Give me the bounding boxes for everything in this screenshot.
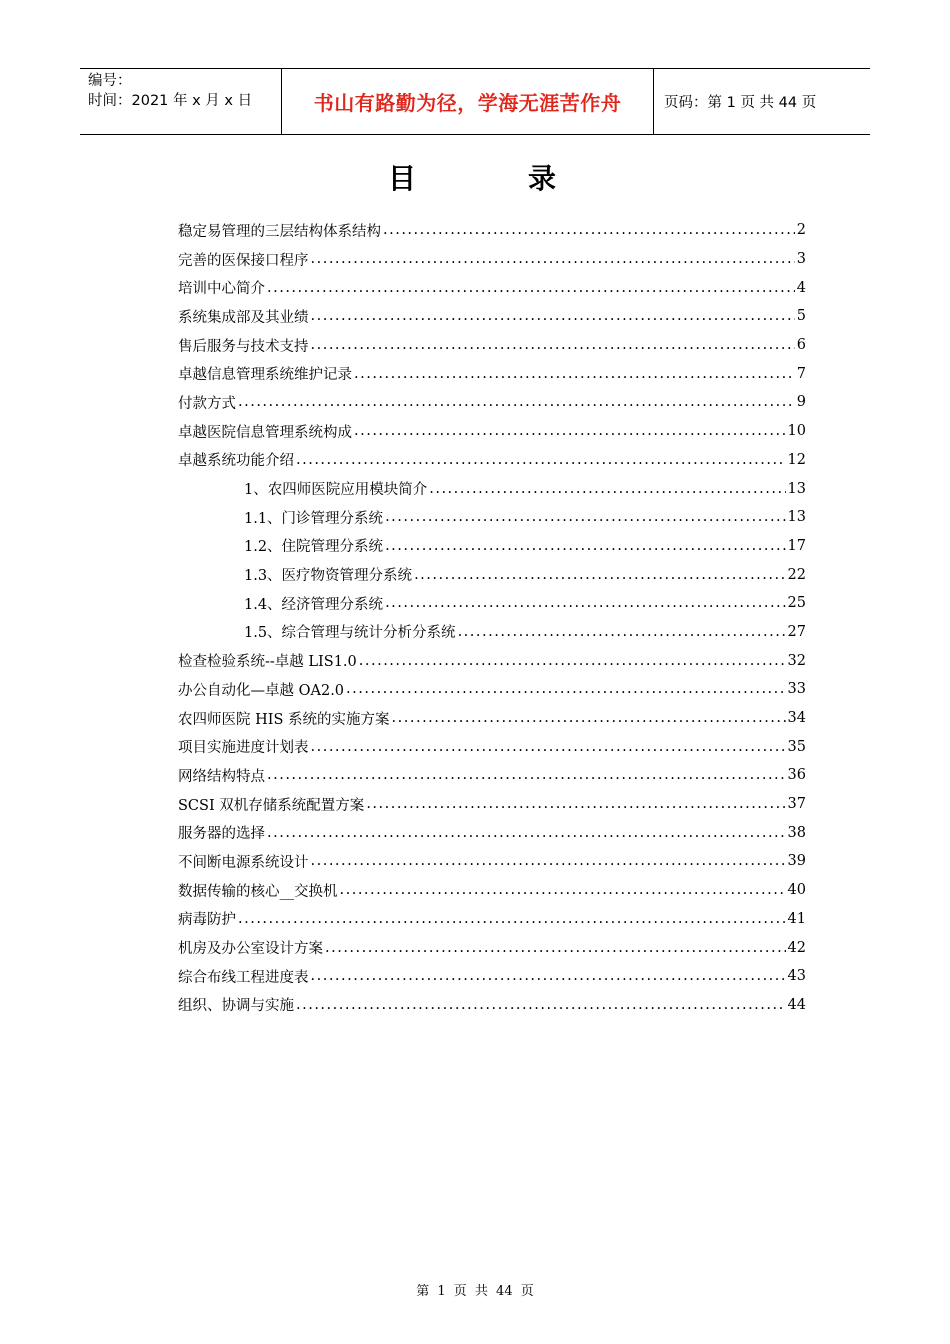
toc-entry-title: 1.2、住院管理分系统: [244, 539, 384, 556]
toc-entry-page-number: 13: [787, 509, 806, 526]
toc-entry[interactable]: [178, 503, 806, 532]
toc-title-char-2: 录: [528, 162, 557, 195]
toc-entry-title: 系统集成部及其业绩: [178, 309, 309, 326]
toc-entry-leader-dots: [359, 653, 786, 669]
header-motto: 书山有路勤为径，学海无涯苦作舟: [313, 91, 622, 115]
toc-entry-leader-dots: [238, 911, 786, 927]
toc-entry[interactable]: [178, 302, 806, 331]
toc-entry-page-number: 5: [796, 308, 806, 325]
toc-entry-leader-dots: [325, 940, 786, 956]
toc-entry-title: 完善的医保接口程序: [178, 252, 309, 269]
toc-entry-page-number: 25: [787, 595, 806, 612]
toc-entry-leader-dots: [311, 308, 795, 324]
toc-entry[interactable]: [178, 732, 806, 761]
toc-entry[interactable]: [178, 876, 806, 905]
toc-entry[interactable]: [178, 245, 806, 274]
toc-entry-title: 病毒防护: [178, 912, 236, 929]
toc-entry-page-number: 17: [787, 537, 806, 554]
toc-entry-leader-dots: [458, 624, 786, 640]
toc-entry[interactable]: [178, 675, 806, 704]
toc-entry-page-number: 4: [796, 279, 806, 296]
toc-entry-title: SCSI 双机存储系统配置方案: [178, 797, 365, 814]
document-number-label: 编号：: [88, 73, 132, 89]
toc-entry-leader-dots: [311, 968, 786, 984]
toc-entry-title: 1.3、医疗物资管理分系统: [244, 568, 413, 585]
toc-entry-leader-dots: [354, 366, 795, 382]
toc-entry-title: 农四师医院 HIS 系统的实施方案: [178, 711, 390, 728]
toc-entry[interactable]: [178, 417, 806, 446]
toc-entry-title: 培训中心简介: [178, 281, 265, 298]
toc-entry-title: 1.1、门诊管理分系统: [244, 510, 384, 527]
header-page-info: 页码：第 1 页 共 44 页: [664, 95, 817, 111]
toc-entry-title: 售后服务与技术支持: [178, 338, 309, 355]
toc-entry[interactable]: [178, 933, 806, 962]
toc-entry-title: 网络结构特点: [178, 768, 265, 785]
toc-entry-leader-dots: [267, 767, 786, 783]
page-header: [80, 68, 870, 135]
toc-entry[interactable]: [178, 646, 806, 675]
toc-entry-title: 卓越医院信息管理系统构成: [178, 424, 352, 441]
toc-entry-leader-dots: [414, 567, 785, 583]
toc-entry-title: 机房及办公室设计方案: [178, 941, 323, 958]
toc-entry-page-number: 3: [796, 251, 806, 268]
toc-entry-leader-dots: [340, 882, 786, 898]
toc-entry-title: 办公自动化—卓越 OA2.0: [178, 682, 345, 699]
toc-entry-leader-dots: [238, 394, 795, 410]
toc-entry-page-number: 2: [796, 222, 806, 239]
toc-entry-title: 卓越信息管理系统维护记录: [178, 367, 352, 384]
toc-entry-page-number: 12: [787, 451, 806, 468]
toc-entry-title: 1.5、综合管理与统计分析分系统: [244, 625, 456, 642]
toc-entry-page-number: 41: [787, 910, 806, 927]
toc-entry-title: 稳定易管理的三层结构体系结构: [178, 223, 381, 240]
toc-entry[interactable]: [178, 818, 806, 847]
toc-entry-title: 组织、协调与实施: [178, 998, 294, 1015]
toc-entry-leader-dots: [296, 997, 786, 1013]
toc-entry-title: 综合布线工程进度表: [178, 969, 309, 986]
toc-entry-title: 不间断电源系统设计: [178, 854, 309, 871]
toc-entry-page-number: 44: [787, 996, 806, 1013]
toc-entry-title: 1.4、经济管理分系统: [244, 596, 384, 613]
toc-title: [388, 157, 568, 197]
toc-entry-leader-dots: [392, 710, 786, 726]
page-footer: 第 1 页 共 44 页: [416, 1284, 534, 1299]
toc-entry-title: 付款方式: [178, 395, 236, 412]
toc-entry[interactable]: [178, 560, 806, 589]
toc-entry[interactable]: [178, 273, 806, 302]
toc-entry-page-number: 43: [787, 968, 806, 985]
toc-entry-leader-dots: [429, 481, 785, 497]
toc-entry-leader-dots: [311, 337, 795, 353]
toc-entry-page-number: 34: [787, 710, 806, 727]
toc-entry-page-number: 6: [796, 337, 806, 354]
toc-entry-page-number: 13: [787, 480, 806, 497]
toc-entry[interactable]: [178, 474, 806, 503]
toc-entry-page-number: 9: [796, 394, 806, 411]
toc-entry[interactable]: [178, 359, 806, 388]
toc-entry[interactable]: [178, 618, 806, 647]
toc-entry-leader-dots: [311, 739, 786, 755]
toc-entry[interactable]: [178, 790, 806, 819]
toc-entry-page-number: 38: [787, 824, 806, 841]
toc-entry-page-number: 40: [787, 882, 806, 899]
header-motto-cell: [281, 69, 654, 134]
toc-entry-page-number: 7: [796, 365, 806, 382]
toc-entry[interactable]: [178, 446, 806, 475]
toc-entry-leader-dots: [346, 681, 786, 697]
toc-entry[interactable]: [178, 991, 806, 1020]
toc-entry-page-number: 36: [787, 767, 806, 784]
toc-entry-leader-dots: [354, 423, 786, 439]
toc-entry-title: 数据传输的核心__交换机: [178, 883, 338, 900]
toc-entry-page-number: 37: [787, 796, 806, 813]
toc-entry-leader-dots: [385, 509, 785, 525]
table-of-contents: [178, 216, 806, 1019]
toc-entry-leader-dots: [311, 853, 786, 869]
toc-entry-leader-dots: [267, 825, 786, 841]
toc-entry-page-number: 33: [787, 681, 806, 698]
toc-title-char-1: 目: [388, 162, 417, 195]
toc-entry-page-number: 22: [787, 566, 806, 583]
toc-entry-leader-dots: [366, 796, 785, 812]
toc-entry-leader-dots: [383, 222, 795, 238]
toc-entry[interactable]: [178, 532, 806, 561]
toc-entry[interactable]: [178, 761, 806, 790]
toc-entry-title: 服务器的选择: [178, 826, 265, 843]
toc-entry-leader-dots: [296, 452, 786, 468]
toc-entry-title: 卓越系统功能介绍: [178, 453, 294, 470]
toc-entry[interactable]: [178, 388, 806, 417]
toc-entry-title: 检查检验系统--卓越 LIS1.0: [178, 654, 357, 671]
toc-entry-page-number: 42: [787, 939, 806, 956]
header-meta: [80, 69, 281, 134]
toc-entry-page-number: 10: [787, 423, 806, 440]
toc-entry-page-number: 35: [787, 738, 806, 755]
toc-entry[interactable]: [178, 216, 806, 245]
toc-entry[interactable]: [178, 847, 806, 876]
toc-entry-leader-dots: [267, 280, 795, 296]
toc-entry-title: 1、农四师医院应用模块简介: [244, 482, 428, 499]
toc-entry[interactable]: [178, 331, 806, 360]
toc-entry[interactable]: [178, 704, 806, 733]
document-date: 时间：2021 年 x 月 x 日: [88, 93, 253, 109]
toc-entry-leader-dots: [385, 538, 785, 554]
toc-entry-title: 项目实施进度计划表: [178, 740, 309, 757]
toc-entry-leader-dots: [385, 595, 785, 611]
toc-entry-page-number: 27: [787, 623, 806, 640]
toc-entry-page-number: 32: [787, 652, 806, 669]
toc-entry[interactable]: [178, 962, 806, 991]
toc-entry-page-number: 39: [787, 853, 806, 870]
header-page-info-cell: [654, 69, 870, 134]
toc-entry[interactable]: [178, 905, 806, 934]
toc-entry[interactable]: [178, 589, 806, 618]
toc-entry-leader-dots: [311, 251, 795, 267]
